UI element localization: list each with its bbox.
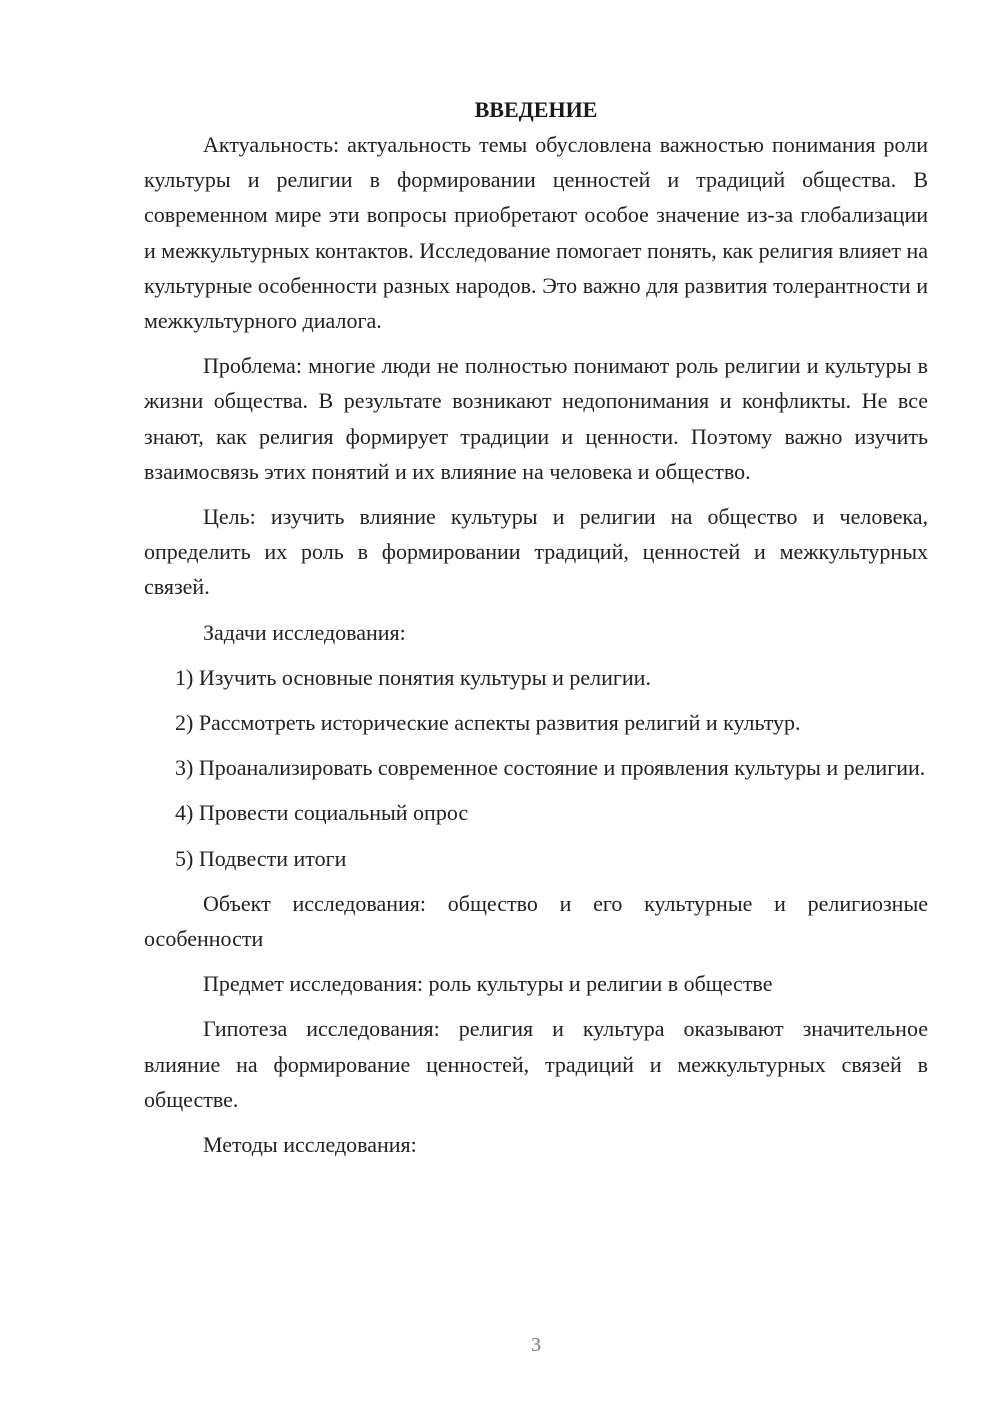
hypothesis-paragraph: Гипотеза исследования: религия и культура оказывают значительное влияние на формирование ценностей, традиций и межкультурных связей в обществе. xyxy=(144,1016,928,1112)
page-number: 3 xyxy=(531,1334,541,1356)
section-title: ВВЕДЕНИЕ xyxy=(474,97,598,122)
tasks-heading: Задачи исследования: xyxy=(203,619,406,645)
problem-paragraph: Проблема: многие люди не полностью понимают роль религии и культуры в жизни общества. В результате возникают недопонимания и конфликты. Не все знают, как религия формирует традиции и ценности. Поэтому важно изучить взаимосвязь этих понятий и их влияние на человека и общество. xyxy=(144,353,928,484)
object-paragraph: Объект исследования: общество и его культурные и религиозные особенности xyxy=(144,890,928,952)
methods-heading: Методы исследования: xyxy=(203,1132,417,1158)
task-item: 2) Рассмотреть исторические аспекты развития религий и культур. xyxy=(175,710,801,736)
goal-paragraph: Цель: изучить влияние культуры и религии на общество и человека, определить их роль в формировании традиций, ценностей и межкультурных связей. xyxy=(144,504,928,600)
task-item: 1) Изучить основные понятия культуры и религии. xyxy=(175,664,651,690)
relevance-paragraph: Актуальность: актуальность темы обусловлена важностью понимания роли культуры и религии в формировании ценностей и традиций общества. В современном мире эти вопросы приобретают особое значение из-за глобализации и межкультурных контактов. Исследование помогает понять, как религия влияет на культурные особенности разных народов. Это важно для развития толерантности и межкультурного диалога. xyxy=(144,132,928,334)
task-item: 4) Провести социальный опрос xyxy=(175,800,469,826)
subject-paragraph: Предмет исследования: роль культуры и религии в обществе xyxy=(203,971,773,997)
task-item: 3) Проанализировать современное состояние и проявления культуры и религии. xyxy=(175,755,926,781)
task-item: 5) Подвести итоги xyxy=(175,845,347,871)
page-content xyxy=(144,92,928,1172)
